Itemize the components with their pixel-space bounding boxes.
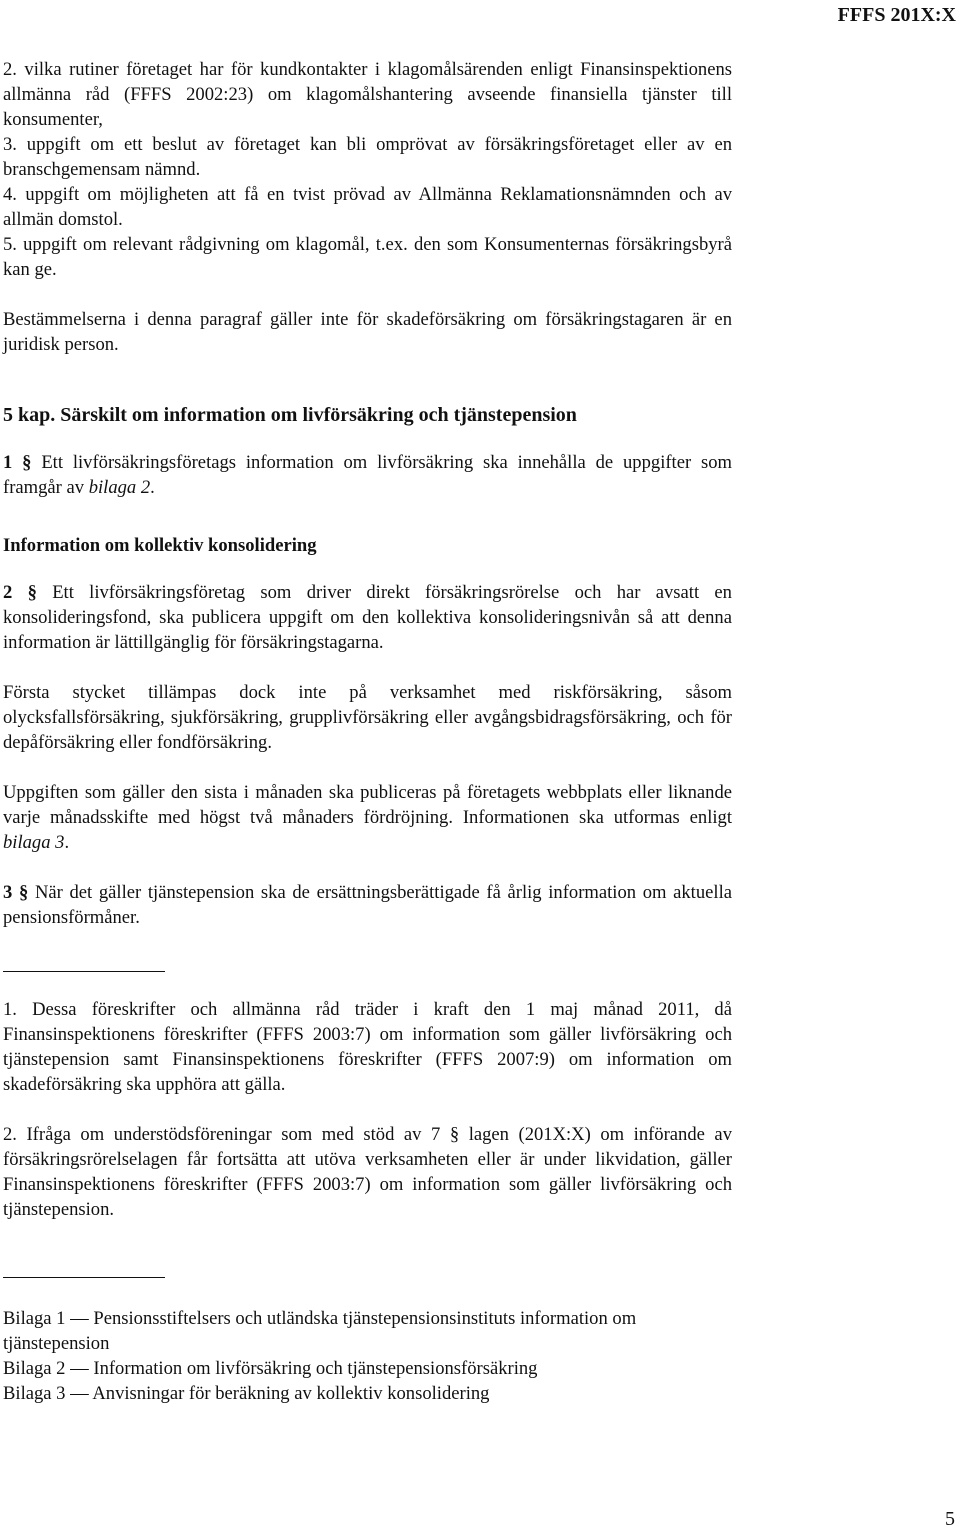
transitional-provision: 2. Ifråga om understödsföreningar som med stöd av 7 § lagen (201X:X) om införande av försäkringsrörelselagen får fortsätta att utöva verksamheten eller är under likvidation, gäller Finansinspektionens föreskrifter (FFFS 2003:7) om information som gäller livförsäkring och tjänstepension. xyxy=(3,1124,732,1220)
subheading: Information om kollektiv konsolidering xyxy=(3,535,317,556)
document-body xyxy=(3,57,732,1406)
section-text: Ett livförsäkringsföretags information om livförsäkring ska innehålla de uppgifter som framgår av xyxy=(3,452,733,498)
appendix-item: Bilaga 2 — Information om livförsäkring och tjänstepensionsförsäkring xyxy=(3,1358,538,1379)
section-2-paragraph-2: Första stycket tillämpas dock inte på verksamhet med riskförsäkring, såsom olycksfallsförsäkring, sjukförsäkring, grupplivförsäkring eller avgångsbidragsförsäkring, och för depåförsäkring eller fondförsäkring. xyxy=(3,682,732,753)
document-id-header: FFFS 201X:X xyxy=(837,4,956,26)
paragraph-text: Uppgiften som gäller den sista i månaden ska publiceras på företagets webbplats eller liknande varje månadsskifte med högst två månaders fördröjning. Informationen ska utformas enligt xyxy=(3,782,732,828)
transitional-provision: 1. Dessa föreskrifter och allmänna råd träder i kraft den 1 maj månad 2011, då Finansinspektionens föreskrifter (FFFS 2003:7) om information som gäller livförsäkring och tjänstepension samt Finansinspektionens föreskrifter (FFFS 2007:9) om information om skadeförsäkring ska upphöra att gälla. xyxy=(3,999,732,1095)
list-item: 2. vilka rutiner företaget har för kundkontakter i klagomålsärenden enligt Finansinspektionens allmänna råd (FFFS 2002:23) om klagomålshantering avseende finansiella tjänster till konsumenter, xyxy=(3,59,732,130)
section-1 xyxy=(3,450,732,500)
appendix-list xyxy=(3,1306,732,1406)
section-number: 2 § xyxy=(3,582,37,603)
appendix-item: Bilaga 3 — Anvisningar för beräkning av kollektiv konsolidering xyxy=(3,1383,490,1404)
page-number: 5 xyxy=(945,1508,955,1530)
chapter-heading: 5 kap. Särskilt om information om livförsäkring och tjänstepension xyxy=(3,404,577,426)
list-item: 3. uppgift om ett beslut av företaget kan bli omprövat av försäkringsföretaget eller av en branschgemensam nämnd. xyxy=(3,134,732,180)
section-2-paragraph-3 xyxy=(3,780,732,855)
section-text: Ett livförsäkringsföretag som driver direkt försäkringsrörelse och har avsatt en konsolideringsfond, ska publicera uppgift om den kollektiva konsolideringsnivån så att denna information är lättillgänglig för försäkringstagarna. xyxy=(3,582,732,653)
section-2 xyxy=(3,580,732,655)
exception-paragraph: Bestämmelserna i denna paragraf gäller inte för skadeförsäkring om försäkringstagaren är en juridisk person. xyxy=(3,309,732,355)
appendix-reference: bilaga 2 xyxy=(88,477,151,498)
appendix-reference: bilaga 3 xyxy=(3,832,65,853)
sentence-end: . xyxy=(64,832,70,853)
section-3 xyxy=(3,880,732,930)
section-text: När det gäller tjänstepension ska de ersättningsberättigade få årlig information om aktuella pensionsförmåner. xyxy=(3,882,732,928)
list-item: 5. uppgift om relevant rådgivning om klagomål, t.ex. den som Konsumenternas försäkringsbyrå kan ge. xyxy=(3,234,732,280)
list-item: 4. uppgift om möjligheten att få en tvist prövad av Allmänna Reklamationsnämnden och av allmän domstol. xyxy=(3,184,732,230)
appendix-item: Bilaga 1 — Pensionsstiftelsers och utländska tjänstepensionsinstituts information om tjänstepension xyxy=(3,1308,637,1354)
sentence-end: . xyxy=(150,477,155,498)
section-number: 1 § xyxy=(3,452,32,473)
section-number: 3 § xyxy=(3,882,29,903)
